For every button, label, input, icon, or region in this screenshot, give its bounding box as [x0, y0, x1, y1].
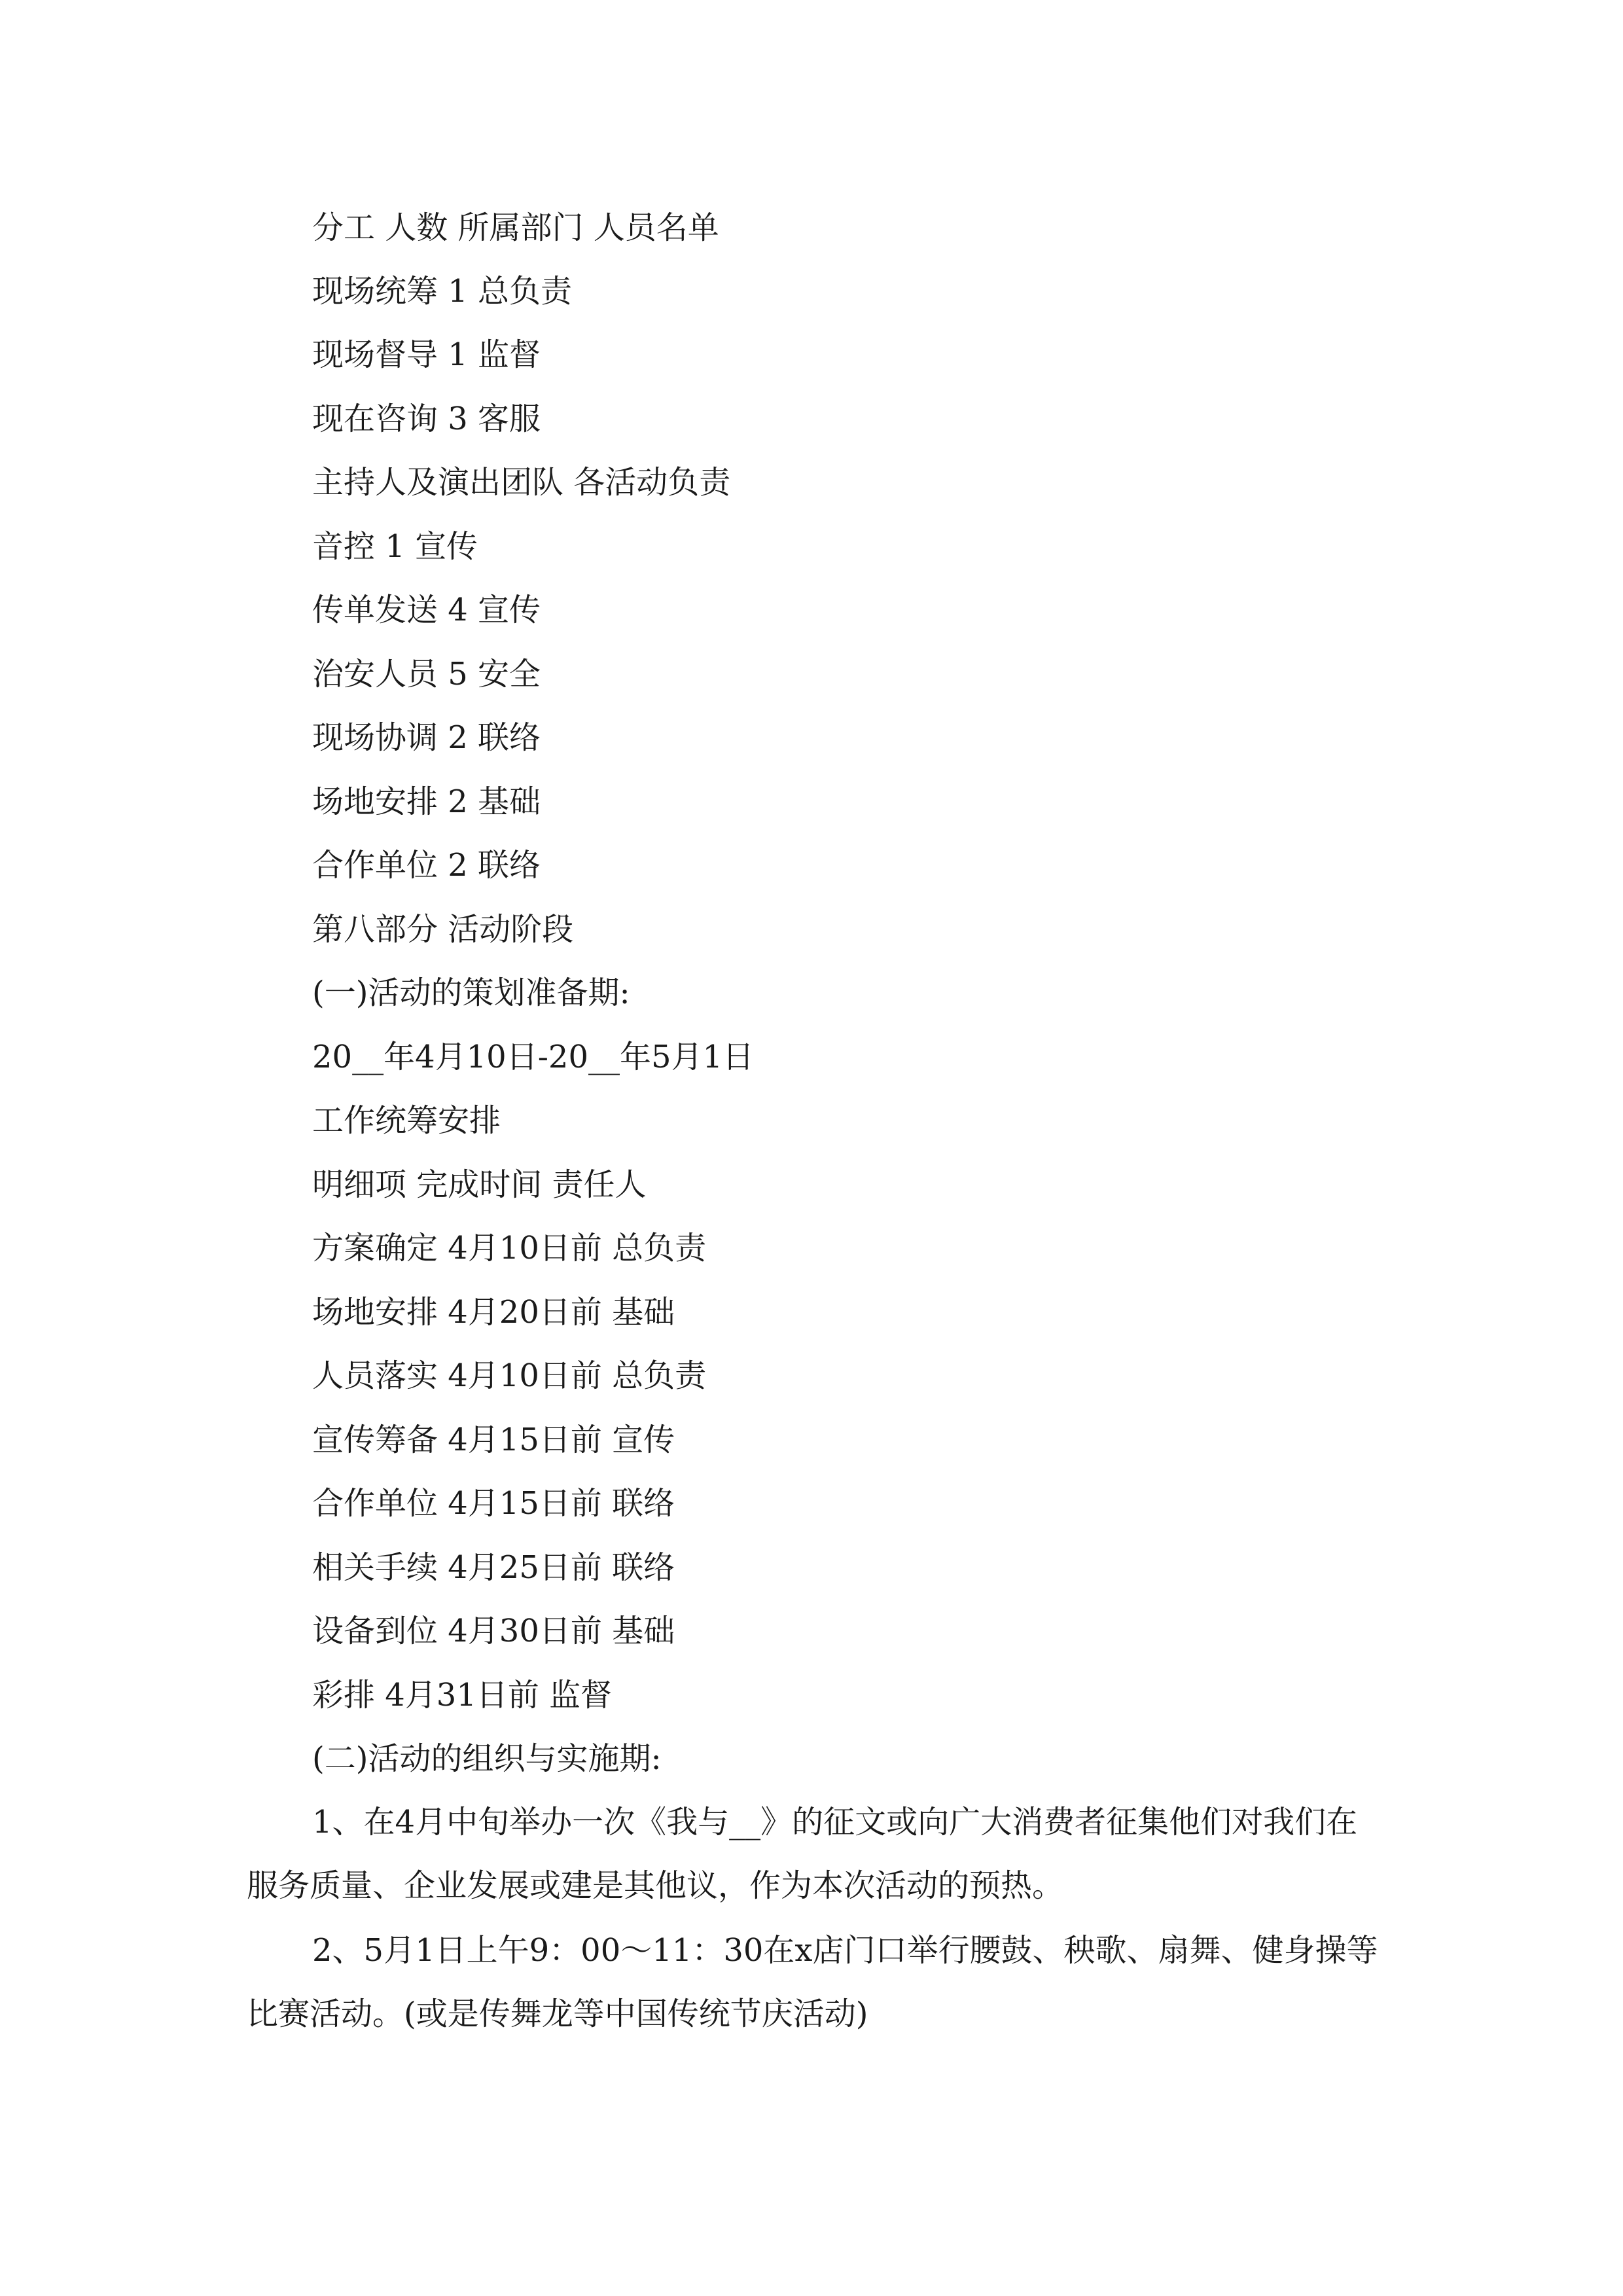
date-range: 20__年4月10日-20__年5月1日 — [312, 1039, 755, 1075]
text-line: 方案确定 4月10日前 总负责 — [312, 1230, 707, 1266]
text-line: 现场协调 2 联络 — [312, 719, 541, 756]
text-line: 场地安排 2 基础 — [312, 783, 541, 820]
text-line: 场地安排 4月20日前 基础 — [312, 1294, 675, 1331]
text-line: 传单发送 4 宣传 — [312, 592, 541, 628]
body-paragraph: 2、5月1日上午9：00～11：30在x店门口举行腰鼓、秧歌、扇舞、健身操等比赛活动。(或是传舞龙等中国传统节庆活动) — [247, 1932, 1378, 2032]
subsection-heading: (二)活动的组织与实施期: — [312, 1740, 662, 1777]
subsection-heading: (一)活动的策划准备期: — [312, 975, 630, 1011]
text-line: 主持人及演出团队 各活动负责 — [312, 464, 731, 501]
text-line: 合作单位 4月15日前 联络 — [312, 1485, 675, 1522]
body-paragraph: 1、在4月中旬举办一次《我与__》的征文或向广大消费者征集他们对我们在服务质量、企业发展或建是其他议，作为本次活动的预热。 — [247, 1804, 1358, 1904]
text-line: 明细项 完成时间 责任人 — [312, 1166, 647, 1203]
text-line: 相关手续 4月25日前 联络 — [312, 1549, 675, 1586]
text-line: 设备到位 4月30日前 基础 — [312, 1613, 675, 1649]
text-line: 彩排 4月31日前 监督 — [312, 1677, 613, 1713]
section-heading: 第八部分 活动阶段 — [312, 911, 574, 948]
text-line: 现场统筹 1 总负责 — [312, 273, 573, 310]
text-line: 治安人员 5 安全 — [312, 656, 541, 692]
text-line: 现场督导 1 监督 — [312, 336, 541, 373]
text-line: 分工 人数 所属部门 人员名单 — [312, 209, 719, 246]
text-line: 合作单位 2 联络 — [312, 847, 541, 884]
text-line: 工作统筹安排 — [312, 1102, 501, 1139]
text-line: 音控 1 宣传 — [312, 528, 478, 565]
text-line: 宣传筹备 4月15日前 宣传 — [312, 1422, 675, 1458]
text-line: 现在咨询 3 客服 — [312, 401, 541, 437]
text-line: 人员落实 4月10日前 总负责 — [312, 1357, 707, 1394]
